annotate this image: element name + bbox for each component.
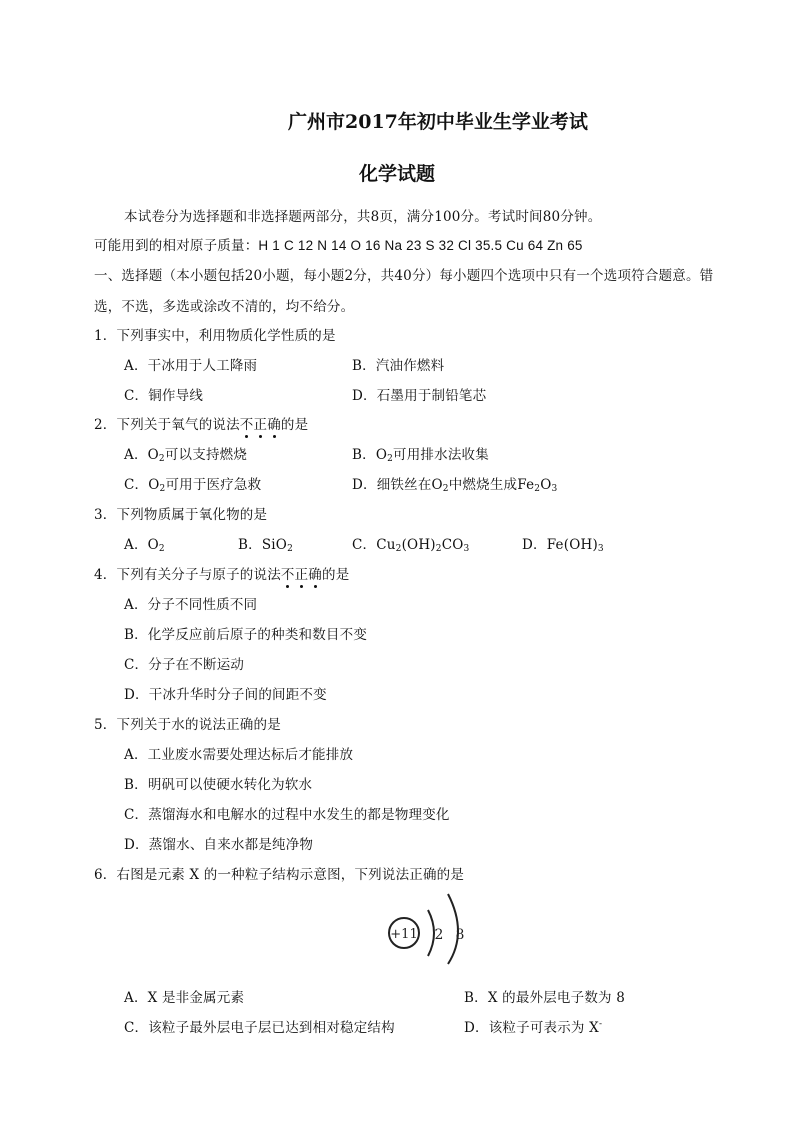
q4-option-c: C．分子在不断运动 (124, 657, 245, 673)
q3-option-a: A．$O_2$ (124, 537, 165, 554)
particle-structure-diagram (384, 888, 484, 968)
q3-option-d: D．$Fe(OH)_3$ (522, 537, 604, 554)
nucleus-charge: +11 (390, 927, 418, 942)
q5-option-b: B．明矾可以使硬水转化为软水 (124, 777, 313, 793)
q6-option-b: B．X 的最外层电子数为 8 (464, 990, 626, 1006)
q2-option-c: C．$O_2$可用于医疗急救 (124, 477, 262, 494)
emphasis-dot-char: 不 (239, 417, 254, 433)
q6-option-a: A．X 是非金属元素 (124, 990, 245, 1006)
q2-stem: 2．下列关于氧气的说法不正确的是 (94, 417, 309, 433)
q4-stem: 4．下列有关分子与原子的说法不正确的是 (94, 567, 350, 583)
q3-stem: 3．下列物质属于氧化物的是 (94, 507, 268, 523)
shell-2-electrons: 8 (455, 927, 465, 943)
q6-stem: 6．右图是元素 X 的一种粒子结构示意图，下列说法正确的是 (94, 867, 465, 883)
q2-option-d: D．细铁丝在$O_2$中燃烧生成$Fe_2O_3$ (352, 477, 558, 494)
q5-option-c: C．蒸馏海水和电解水的过程中水发生的都是物理变化 (124, 807, 450, 823)
exam-subtitle: 化学试题 (359, 163, 436, 185)
intro-line-1: 本试卷分为选择题和非选择题两部分，共8页，满分100分。考试时间80分钟。 (124, 209, 602, 225)
emphasis-dot-char: 正 (294, 567, 309, 583)
q3-option-b: B．SiO$_2$ (238, 537, 293, 554)
q5-stem: 5．下列关于水的说法正确的是 (94, 717, 281, 733)
q1-option-c: C．铜作导线 (124, 388, 204, 404)
electron-shell-1-arc (428, 910, 434, 956)
q1-stem: 1．下列事实中，利用物质化学性质的是 (94, 328, 336, 344)
q5-option-a: A．工业废水需要处理达标后才能排放 (124, 747, 354, 763)
q1-option-b: B．汽油作燃料 (352, 358, 445, 374)
q1-option-a: A．干冰用于人工降雨 (124, 358, 258, 374)
emphasis-dot-char: 正 (253, 417, 268, 433)
q6-option-d: D．该粒子可表示为 X- (464, 1019, 603, 1036)
q4-option-a: A．分子不同性质不同 (124, 597, 258, 613)
q1-option-d: D．石墨用于制铅笔芯 (352, 388, 487, 404)
q4-option-b: B．化学反应前后原子的种类和数目不变 (124, 627, 368, 643)
q6-option-c: C．该粒子最外层电子层已达到相对稳定结构 (124, 1020, 395, 1036)
q4-option-d: D．干冰升华时分子间的间距不变 (124, 687, 327, 703)
exam-title: 广州市2017年初中毕业生学业考试 (288, 111, 588, 133)
q3-option-c: C．$Cu_2(OH)_2CO_3$ (352, 537, 470, 554)
q2-option-b: B．$O_2$可用排水法收集 (352, 447, 489, 464)
intro-atomic-masses: 可能用到的相对原子质量：H 1 C 12 N 14 O 16 Na 23 S 32 Cl 35.5 Cu 64 Zn 65 (94, 238, 583, 253)
shell-1-electrons: 2 (434, 927, 444, 943)
q5-option-d: D．蒸馏水、自来水都是纯净物 (124, 837, 314, 853)
emphasis-dot-char: 确 (308, 567, 322, 583)
emphasis-dot-char: 确 (267, 417, 281, 433)
section-heading-line-2: 选，不选，多选或涂改不清的，均不给分。 (94, 299, 355, 315)
emphasis-dot-char: 不 (280, 567, 295, 583)
q2-option-a: A．$O_2$可以支持燃烧 (124, 447, 248, 464)
section-heading-line-1: 一、选择题（本小题包括20小题，每小题2分，共40分）每小题四个选项中只有一个选项符合题意。错 (94, 268, 714, 284)
